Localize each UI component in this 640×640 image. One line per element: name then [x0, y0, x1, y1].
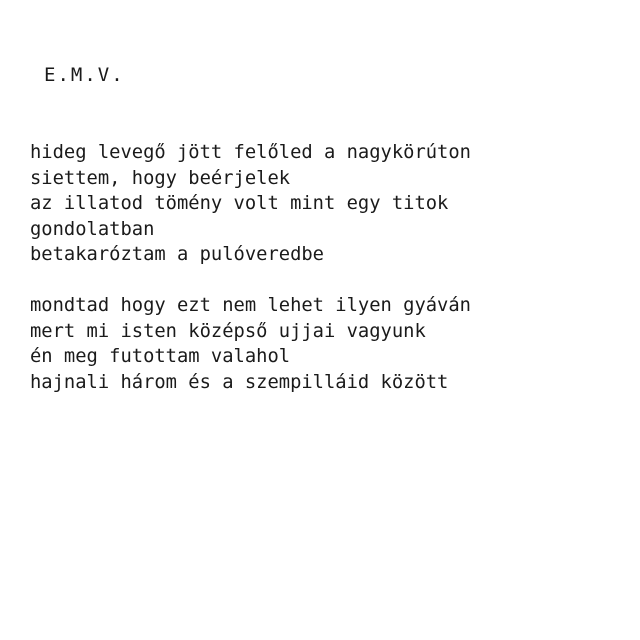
poem-line: hideg levegő jött felőled a nagykörúton [30, 142, 471, 163]
poem-line: hajnali három és a szempilláid között [30, 371, 449, 393]
poem-line: gondolatban [30, 218, 155, 240]
stanza-2 [30, 293, 630, 395]
poem-line: mondtad hogy ezt nem lehet ilyen gyáván [30, 295, 471, 316]
poem-line: siettem, hogy beérjelek [30, 167, 291, 189]
poem-line: én meg futottam valahol [30, 346, 291, 367]
poem-line: betakaróztam a pulóveredbe [30, 244, 324, 265]
poem-body [30, 140, 630, 421]
poem-title: E.M.V. [44, 64, 125, 86]
stanza-1 [30, 140, 630, 268]
poem-line: mert mi isten középső ujjai vagyunk [30, 320, 426, 342]
poem-line: az illatod tömény volt mint egy titok [30, 193, 449, 214]
